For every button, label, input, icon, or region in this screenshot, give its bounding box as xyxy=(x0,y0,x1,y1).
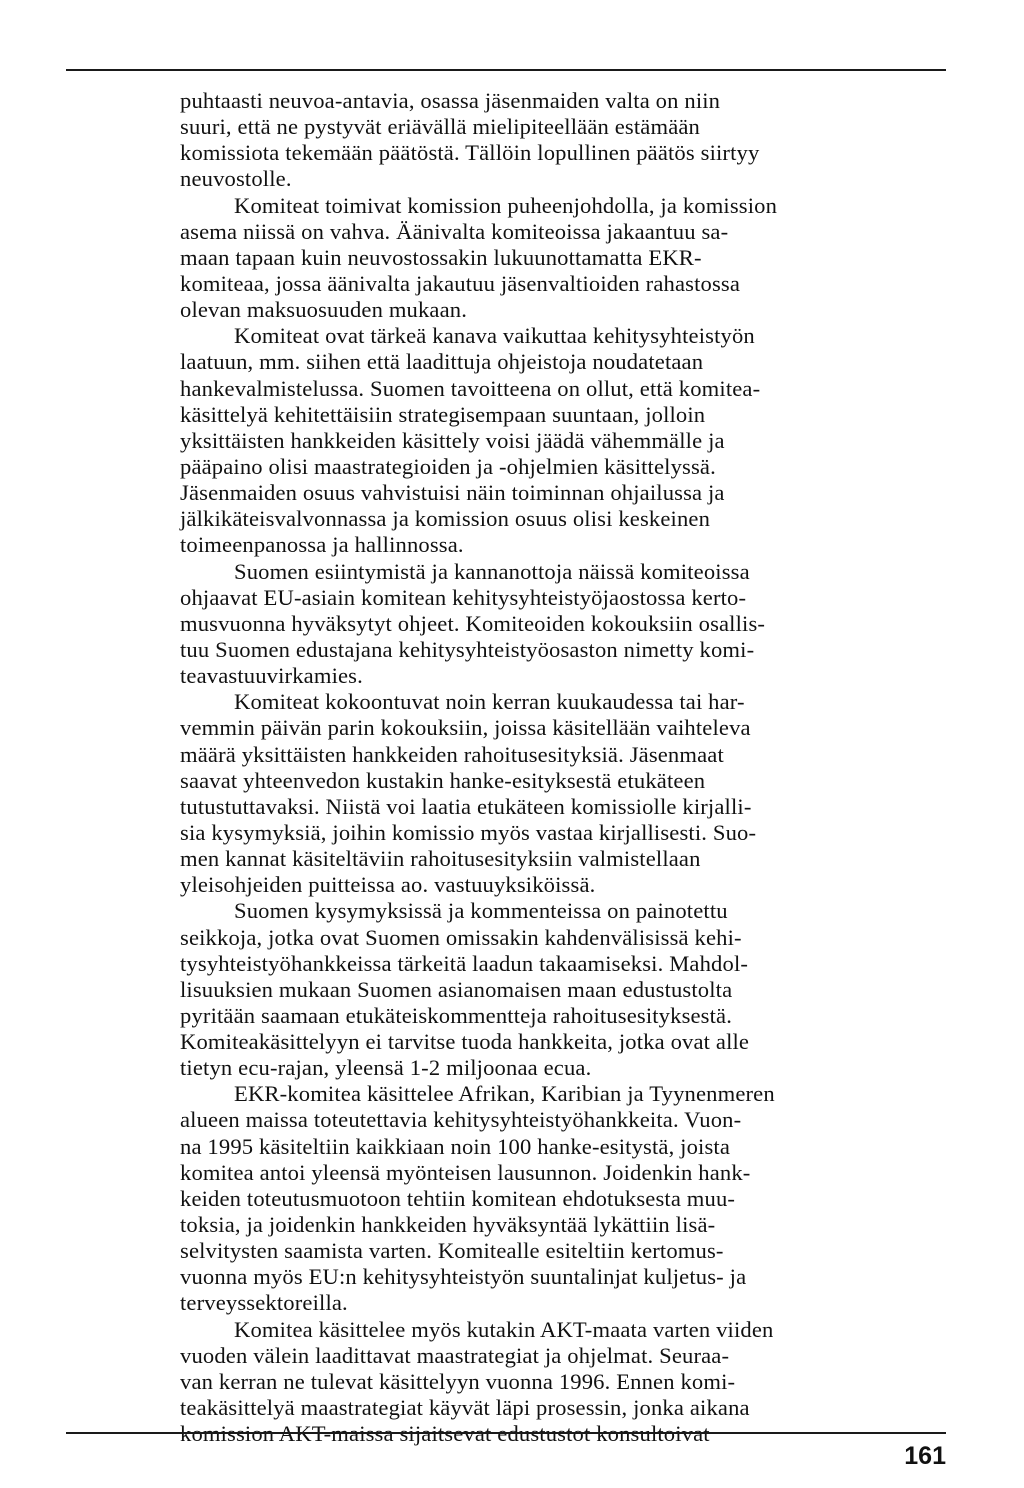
text-line: hankevalmistelussa. Suomen tavoitteena on ollut, että komitea- xyxy=(180,375,761,401)
text-line: vuoden välein laadittavat maastrategiat ja ohjelmat. Seuraa- xyxy=(180,1342,730,1368)
text-line: komissiota tekemään päätöstä. Tällöin lopullinen päätös siirtyy xyxy=(180,140,760,166)
text-line: maan tapaan kuin neuvostossakin lukuunottamatta EKR- xyxy=(180,244,702,270)
paragraph-first-line: Komiteat kokoontuvat noin kerran kuukaudessa tai har- xyxy=(234,689,745,715)
text-line: musvuonna hyväksytyt ohjeet. Komiteoiden kokouksiin osallis- xyxy=(180,610,766,636)
top-rule xyxy=(66,69,946,71)
text-line: alueen maissa toteutettavia kehitysyhteistyöhankkeita. Vuon- xyxy=(180,1107,742,1133)
text-line: yksittäisten hankkeiden käsittely voisi jäädä vähemmälle ja xyxy=(180,427,725,453)
paragraph-first-line: Komiteat ovat tärkeä kanava vaikuttaa kehitysyhteistyön xyxy=(234,323,755,349)
text-line: seikkoja, jotka ovat Suomen omissakin kahdenvälisissä kehi- xyxy=(180,924,742,950)
text-line: yleisohjeiden puitteissa ao. vastuuyksiköissä. xyxy=(180,872,596,898)
text-line: Jäsenmaiden osuus vahvistuisi näin toiminnan ohjailussa ja xyxy=(180,480,725,506)
text-line: jälkikäteisvalvonnassa ja komission osuus olisi keskeinen xyxy=(180,506,711,532)
text-line: Komiteakäsittelyyn ei tarvitse tuoda hankkeita, jotka ovat alle xyxy=(180,1029,750,1055)
text-line: suuri, että ne pystyvät eriävällä mielipiteellään estämään xyxy=(180,114,700,140)
text-line: komiteaa, jossa äänivalta jakautuu jäsenvaltioiden rahastossa xyxy=(180,270,741,296)
text-line: selvitysten saamista varten. Komitealle esiteltiin kertomus- xyxy=(180,1238,724,1264)
paragraph-first-line: EKR-komitea käsittelee Afrikan, Karibian ja Tyynenmeren xyxy=(234,1081,775,1107)
text-line: vuonna myös EU:n kehitysyhteistyön suuntalinjat kuljetus- ja xyxy=(180,1264,747,1290)
text-line: vemmin päivän parin kokouksiin, joissa käsitellään vaihteleva xyxy=(180,715,751,741)
text-line: men kannat käsiteltäviin rahoitusesityksiin valmistellaan xyxy=(180,846,701,872)
page-number: 161 xyxy=(904,1442,946,1470)
body-text xyxy=(180,88,900,1447)
text-line: teakäsittelyä maastrategiat käyvät läpi prosessin, jonka aikana xyxy=(180,1395,750,1421)
text-line: neuvostolle. xyxy=(180,166,292,192)
text-line: van kerran ne tulevat käsittelyyn vuonna 1996. Ennen komi- xyxy=(180,1368,736,1394)
paragraph-first-line: Komiteat toimivat komission puheenjohdolla, ja komission xyxy=(234,192,778,218)
text-line: tuu Suomen edustajana kehitysyhteistyöosaston nimetty komi- xyxy=(180,636,755,662)
text-line: määrä yksittäisten hankkeiden rahoitusesityksiä. Jäsenmaat xyxy=(180,741,724,767)
paragraph-first-line: Suomen esiintymistä ja kannanottoja näissä komiteoissa xyxy=(234,558,750,584)
text-line: toksia, ja joidenkin hankkeiden hyväksyntää lykättiin lisä- xyxy=(180,1212,716,1238)
text-line: na 1995 käsiteltiin kaikkiaan noin 100 hanke-esitystä, joista xyxy=(180,1133,731,1159)
text-line: tietyn ecu-rajan, yleensä 1-2 miljoonaa ecua. xyxy=(180,1055,592,1081)
text-line: komitea antoi yleensä myönteisen lausunnon. Joidenkin hank- xyxy=(180,1159,751,1185)
text-line: komission AKT-maissa sijaitsevat edustustot konsultoivat xyxy=(180,1421,710,1447)
text-line: puhtaasti neuvoa-antavia, osassa jäsenmaiden valta on niin xyxy=(180,88,721,113)
text-line: tutustuttavaksi. Niistä voi laatia etukäteen komissiolle kirjalli- xyxy=(180,793,752,819)
text-line: laatuun, mm. siihen että laadittuja ohjeistoja noudatetaan xyxy=(180,349,704,375)
text-line: tysyhteistyöhankkeissa tärkeitä laadun takaamiseksi. Mahdol- xyxy=(180,950,749,976)
text-line: asema niissä on vahva. Äänivalta komiteoissa jakaantuu sa- xyxy=(180,218,729,244)
text-line: sia kysymyksiä, joihin komissio myös vastaa kirjallisesti. Suo- xyxy=(180,819,757,845)
paragraph-first-line: Komitea käsittelee myös kutakin AKT-maata varten viiden xyxy=(234,1316,774,1342)
text-line: lisuuksien mukaan Suomen asianomaisen maan edustustolta xyxy=(180,976,733,1002)
text-line: keiden toteutusmuotoon tehtiin komitean ehdotuksesta muu- xyxy=(180,1185,736,1211)
text-line: saavat yhteenvedon kustakin hanke-esityksestä etukäteen xyxy=(180,767,706,793)
text-line: toimeenpanossa ja hallinnossa. xyxy=(180,532,464,558)
text-line: pyritään saamaan etukäteiskommentteja rahoitusesityksestä. xyxy=(180,1002,733,1028)
text-line: teavastuuvirkamies. xyxy=(180,663,363,689)
text-line: käsittelyä kehitettäisiin strategisempaan suuntaan, jolloin xyxy=(180,401,706,427)
text-line: olevan maksuosuuden mukaan. xyxy=(180,297,468,323)
bottom-rule xyxy=(66,1432,946,1434)
text-line: terveyssektoreilla. xyxy=(180,1290,348,1316)
text-line: ohjaavat EU-asiain komitean kehitysyhteistyöjaostossa kerto- xyxy=(180,584,747,610)
paragraph-first-line: Suomen kysymyksissä ja kommenteissa on painotettu xyxy=(234,898,728,924)
text-line: pääpaino olisi maastrategioiden ja -ohjelmien käsittelyssä. xyxy=(180,453,716,479)
